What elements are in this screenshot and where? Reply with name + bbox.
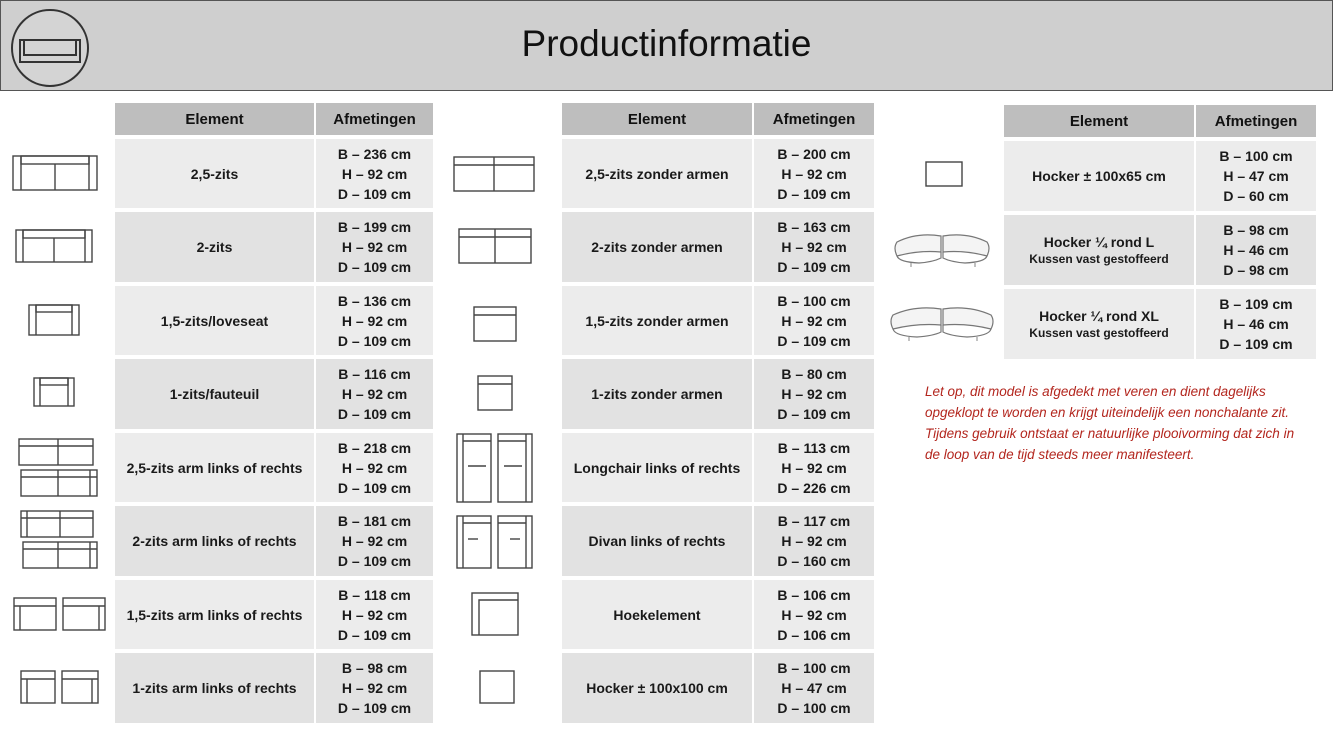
element-name: 2,5-zits [115,135,316,208]
divan-icon [456,515,534,569]
sofa-2-armless-icon [458,228,532,264]
element-name: Hoekelement [562,576,754,649]
table-row [562,282,874,355]
table-row [1004,211,1316,285]
element-dimensions: B – 98 cm H – 46 cm D – 98 cm [1196,211,1316,285]
element-dimensions: B – 199 cm H – 92 cm D – 109 cm [316,208,433,282]
element-dimensions: B – 118 cm H – 92 cm D – 109 cm [316,576,433,649]
element-dimensions: B – 100 cm H – 92 cm D – 109 cm [754,282,874,355]
corner-element-icon [471,592,519,636]
table-row [562,135,874,208]
element-name: 1-zits zonder armen [562,355,754,429]
armchair-arm-icon [20,670,100,704]
table-row [1004,285,1316,359]
element-subtitle: Kussen vast gestoffeerd [1029,326,1169,340]
page-title: Productinformatie [521,23,812,64]
element-dimensions: B – 113 cm H – 92 cm D – 226 cm [754,429,874,502]
loveseat-icon [28,304,80,336]
table-row [115,208,433,282]
product-table-2 [562,103,874,723]
element-name: 1,5-zits zonder armen [562,282,754,355]
element-name: Divan links of rechts [562,502,754,576]
element-name: 1-zits/fauteuil [115,355,316,429]
table-row [562,208,874,282]
element-name: 2,5-zits arm links of rechts [115,429,316,502]
element-name: 2,5-zits zonder armen [562,135,754,208]
ottoman-rect-icon [925,161,963,187]
element-name: Hocker ¼ rond L Kussen vast gestoffeerd [1004,211,1196,285]
element-dimensions: B – 98 cm H – 92 cm D – 109 cm [316,649,433,723]
element-dimensions: B – 100 cm H – 47 cm D – 100 cm [754,649,874,723]
element-name: Hocker ± 100x100 cm [562,649,754,723]
element-dimensions: B – 109 cm H – 46 cm D – 109 cm [1196,285,1316,359]
element-dimensions: B – 117 cm H – 92 cm D – 160 cm [754,502,874,576]
armchair-icon [33,377,75,407]
column-header-element: Element [115,103,316,135]
element-name: Hocker ¼ rond XL Kussen vast gestoffeerd [1004,285,1196,359]
table-row [115,649,433,723]
sofa-2-icon [15,229,93,263]
element-name: Hocker ± 100x65 cm [1004,137,1196,211]
element-dimensions: B – 181 cm H – 92 cm D – 109 cm [316,502,433,576]
element-dimensions: B – 218 cm H – 92 cm D – 109 cm [316,429,433,502]
element-name: 1,5-zits arm links of rechts [115,576,316,649]
seat-armless-icon [477,375,513,411]
table-row [115,355,433,429]
element-dimensions: B – 136 cm H – 92 cm D – 109 cm [316,282,433,355]
sofa-2-5-arm-icon [18,438,98,498]
element-dimensions: B – 106 cm H – 92 cm D – 106 cm [754,576,874,649]
table-row [562,576,874,649]
element-name: 2-zits zonder armen [562,208,754,282]
table-row [562,502,874,576]
ottoman-quarter-round-xl-icon [889,303,995,345]
element-dimensions: B – 116 cm H – 92 cm D – 109 cm [316,355,433,429]
column-header-afmetingen: Afmetingen [316,103,433,135]
sofa-2-5-icon [12,155,98,191]
table-row [115,282,433,355]
page-header [0,0,1333,91]
loveseat-armless-icon [473,306,517,342]
table-row [562,429,874,502]
element-dimensions: B – 80 cm H – 92 cm D – 109 cm [754,355,874,429]
table-row [115,135,433,208]
table-row [562,355,874,429]
element-dimensions: B – 236 cm H – 92 cm D – 109 cm [316,135,433,208]
table-row [1004,137,1316,211]
loveseat-arm-icon [13,597,107,631]
table-row [115,576,433,649]
table-row [562,649,874,723]
ottoman-square-icon [479,670,515,704]
table-row [115,429,433,502]
care-note: Let op, dit model is afgedekt met veren en dient dagelijks opgeklopt te worden en krijgt uiteindelijk een nonchalante zit. Tijdens gebruik ontstaat er natuurlijke plooivorming dat zich in de loop van de tijd steeds meer manifesteert. [925,384,1295,462]
element-name: 2-zits arm links of rechts [115,502,316,576]
column-header-element: Element [1004,105,1196,137]
element-name: Longchair links of rechts [562,429,754,502]
product-table-1 [115,103,433,723]
element-name: 1-zits arm links of rechts [115,649,316,723]
product-table-3 [1004,105,1316,359]
column-header-afmetingen: Afmetingen [754,103,874,135]
element-dimensions: B – 200 cm H – 92 cm D – 109 cm [754,135,874,208]
sofa-2-arm-icon [20,510,98,570]
table-row [115,502,433,576]
element-dimensions: B – 163 cm H – 92 cm D – 109 cm [754,208,874,282]
column-header-afmetingen: Afmetingen [1196,105,1316,137]
element-name: 2-zits [115,208,316,282]
element-dimensions: B – 100 cm H – 47 cm D – 60 cm [1196,137,1316,211]
element-subtitle: Kussen vast gestoffeerd [1029,252,1169,266]
sofa-2-5-armless-icon [453,156,535,192]
column-header-element: Element [562,103,754,135]
longchair-icon [456,433,534,503]
ottoman-quarter-round-icon [893,230,991,270]
element-name: 1,5-zits/loveseat [115,282,316,355]
